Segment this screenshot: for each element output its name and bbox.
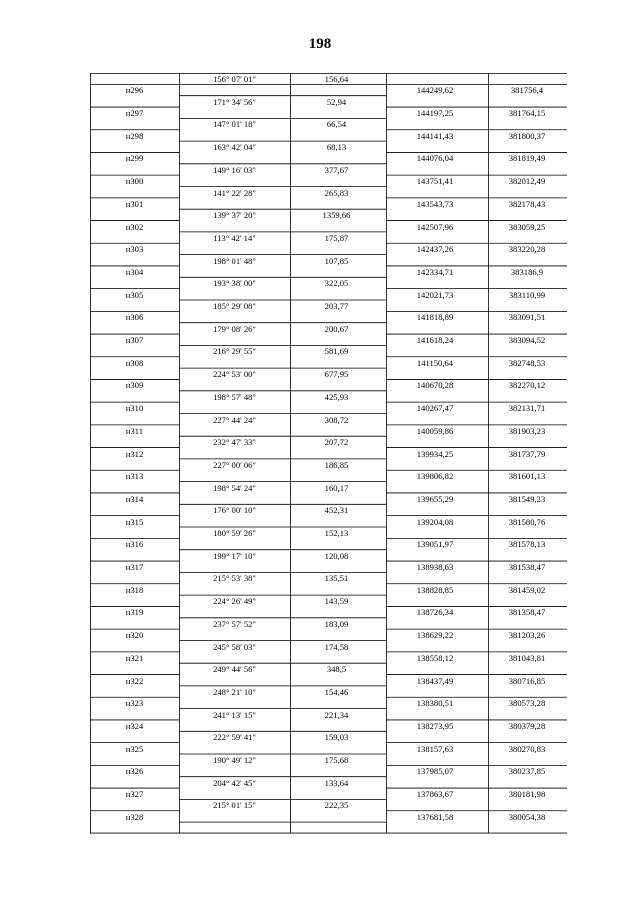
point-y-coordinate: 380054,38	[508, 811, 546, 822]
point-y-coordinate: 381043,81	[508, 652, 546, 663]
direction-angle: 245° 58' 03"	[213, 641, 256, 652]
point-x-coordinate: 144249,62	[416, 85, 454, 96]
direction-angle: 216° 29' 55"	[213, 346, 256, 357]
direction-angle: 149° 16' 03"	[213, 164, 256, 175]
point-id: н297	[125, 108, 144, 119]
point-y-coordinate: 383186,9	[510, 266, 544, 277]
point-x-coordinate: 137863,67	[416, 789, 454, 800]
point-y-coordinate: 381580,76	[508, 516, 546, 527]
point-id: н299	[125, 153, 144, 164]
point-id: н301	[125, 198, 144, 209]
point-x-coordinate: 143543,73	[416, 198, 454, 209]
direction-angle: 204° 42' 45"	[213, 777, 256, 788]
direction-angle: 215° 01' 15"	[213, 800, 256, 811]
direction-angle: 180° 59' 26"	[213, 528, 256, 538]
point-x-coordinate: 138558,12	[416, 652, 454, 663]
direction-angle: 198° 57' 48"	[213, 391, 256, 402]
point-id: н311	[125, 425, 144, 436]
segment-length: 222,35	[324, 800, 349, 811]
point-x-coordinate: 137681,58	[416, 811, 454, 822]
direction-angle: 227° 44' 24"	[213, 414, 256, 425]
point-y-coordinate: 381800,37	[508, 130, 546, 141]
direction-angle: 215° 53' 38"	[213, 573, 256, 584]
point-y-coordinate: 380716,85	[508, 675, 546, 686]
segment-length: 143,59	[324, 596, 349, 607]
segment-length: 308,72	[324, 414, 349, 425]
point-y-coordinate: 382270,12	[508, 380, 546, 391]
direction-angle: 193° 38' 00"	[213, 278, 256, 289]
point-id: н318	[125, 584, 144, 595]
point-id: н326	[125, 766, 144, 777]
point-id: н305	[125, 289, 144, 300]
point-x-coordinate: 144141,43	[416, 130, 454, 141]
segment-length: 175,87	[324, 232, 349, 243]
segment-length: 183,09	[324, 618, 349, 629]
point-x-coordinate: 139806,82	[416, 471, 454, 482]
point-id: н323	[125, 698, 144, 709]
point-id: н314	[125, 493, 144, 504]
point-y-coordinate: 380379,28	[508, 720, 546, 731]
direction-angle: 198° 01' 48"	[213, 255, 256, 266]
segment-length: 159,03	[324, 732, 349, 743]
direction-angle: 199° 17' 10"	[213, 550, 256, 561]
point-y-coordinate: 383220,28	[508, 244, 546, 255]
direction-angle: 198° 54' 24"	[213, 482, 256, 493]
direction-angle: 176° 00' 10"	[213, 505, 256, 516]
point-x-coordinate: 140670,28	[416, 380, 454, 391]
segment-length: 425,93	[324, 391, 349, 402]
point-id: н317	[125, 562, 144, 573]
point-id: н319	[125, 607, 144, 618]
page-number: 198	[308, 36, 332, 52]
point-x-coordinate: 139204,08	[416, 516, 454, 527]
point-y-coordinate: 381459,02	[508, 584, 546, 595]
point-x-coordinate: 138726,34	[416, 607, 454, 618]
segment-length: 221,34	[324, 709, 349, 720]
point-y-coordinate: 381358,47	[508, 607, 546, 618]
segment-length: 175,68	[324, 755, 349, 765]
point-id: н309	[125, 380, 144, 391]
segment-length: 152,13	[324, 528, 349, 538]
point-y-coordinate: 380573,28	[508, 698, 546, 709]
segment-length: 156,64	[324, 74, 349, 84]
segment-length: 265,83	[324, 187, 349, 198]
direction-angle: 222° 59' 41"	[213, 732, 256, 743]
direction-angle: 185° 29' 08"	[213, 301, 256, 311]
point-y-coordinate: 381601,13	[508, 471, 546, 482]
point-x-coordinate: 138157,63	[416, 743, 454, 754]
point-y-coordinate: 381756,4	[510, 85, 544, 96]
segment-length: 133,64	[324, 777, 349, 788]
point-id: н316	[125, 539, 144, 550]
point-y-coordinate: 380181,98	[508, 789, 546, 800]
point-x-coordinate: 138437,49	[416, 675, 454, 686]
point-id: н306	[125, 312, 144, 323]
segment-length: 207,72	[324, 437, 349, 448]
segment-length: 200,67	[324, 323, 349, 334]
point-x-coordinate: 140267,47	[416, 403, 454, 414]
point-id: н300	[125, 176, 144, 187]
point-x-coordinate: 141618,24	[416, 335, 454, 346]
segment-length: 52,94	[326, 96, 347, 107]
segment-length: 186,85	[324, 459, 349, 470]
point-x-coordinate: 138938,63	[416, 562, 454, 573]
point-y-coordinate: 383059,25	[508, 221, 546, 232]
point-y-coordinate: 381203,26	[508, 630, 546, 641]
direction-angle: 224° 26' 49"	[213, 596, 256, 607]
point-y-coordinate: 381578,13	[508, 539, 546, 550]
point-id: н296	[125, 85, 144, 96]
point-y-coordinate: 381819,49	[508, 153, 546, 164]
point-id: н310	[125, 403, 144, 414]
point-y-coordinate: 383094,52	[508, 335, 546, 346]
point-x-coordinate: 144197,25	[416, 108, 454, 119]
point-id: н303	[125, 244, 144, 255]
point-id: н304	[125, 266, 144, 277]
segment-length: 154,46	[324, 686, 349, 697]
point-y-coordinate: 383110,99	[508, 289, 546, 300]
point-x-coordinate: 141150,64	[416, 357, 454, 368]
direction-angle: 156° 07' 01"	[213, 74, 256, 84]
point-x-coordinate: 143751,41	[416, 176, 454, 187]
direction-angle: 241° 13' 15"	[213, 709, 256, 720]
point-y-coordinate: 380237,85	[508, 766, 546, 777]
direction-angle: 179° 08' 26"	[213, 323, 256, 334]
direction-angle: 227° 00' 06"	[213, 459, 256, 470]
point-id: н307	[125, 335, 144, 346]
point-id: н321	[125, 652, 144, 663]
segment-length: 1359,66	[322, 210, 351, 221]
point-x-coordinate: 137985,07	[416, 766, 454, 777]
point-x-coordinate: 142437,26	[416, 244, 454, 255]
segment-length: 160,17	[324, 482, 349, 493]
segment-length: 377,67	[324, 164, 349, 175]
point-id: н298	[125, 130, 144, 141]
point-x-coordinate: 140059,86	[416, 425, 454, 436]
point-x-coordinate: 138273,95	[416, 720, 454, 731]
point-id: н324	[125, 720, 144, 731]
segment-length: 107,85	[324, 255, 349, 266]
direction-angle: 171° 34' 56"	[213, 96, 256, 107]
point-x-coordinate: 139051,97	[416, 539, 454, 550]
point-x-coordinate: 142507,96	[416, 221, 454, 232]
segment-length: 581,69	[324, 346, 349, 357]
point-y-coordinate: 381903,23	[508, 425, 546, 436]
direction-angle: 141° 22' 28"	[213, 187, 256, 198]
point-y-coordinate: 382178,43	[508, 198, 546, 209]
point-y-coordinate: 382748,53	[508, 357, 546, 368]
segment-length: 348,5	[326, 664, 347, 675]
segment-length: 452,31	[324, 505, 349, 516]
point-x-coordinate: 142334,71	[416, 266, 454, 277]
point-x-coordinate: 139655,29	[416, 493, 454, 504]
direction-angle: 237° 57' 52"	[213, 618, 256, 629]
segment-length: 174,58	[324, 641, 349, 652]
point-id: н322	[125, 675, 144, 686]
point-id: н302	[125, 221, 144, 232]
direction-angle: 190° 49' 12"	[213, 755, 256, 765]
point-x-coordinate: 142021,73	[416, 289, 454, 300]
segment-length: 135,51	[324, 573, 349, 584]
point-x-coordinate: 138828,85	[416, 584, 454, 595]
point-y-coordinate: 382012,49	[508, 176, 546, 187]
point-id: н313	[125, 471, 144, 482]
point-y-coordinate: 381549,23	[508, 493, 546, 504]
direction-angle: 113° 42' 14"	[213, 232, 256, 243]
segment-length: 120,08	[324, 550, 349, 561]
point-x-coordinate: 139934,25	[416, 448, 454, 459]
point-y-coordinate: 381764,15	[508, 108, 546, 119]
point-x-coordinate: 141818,89	[416, 312, 454, 323]
direction-angle: 232° 47' 33"	[213, 437, 256, 448]
coordinates-table	[90, 73, 567, 844]
point-y-coordinate: 380270,83	[508, 743, 546, 754]
point-id: н308	[125, 357, 144, 368]
point-y-coordinate: 381538,47	[508, 562, 546, 573]
segment-length: 203,77	[324, 301, 349, 311]
point-id: н315	[125, 516, 144, 527]
direction-angle: 248° 21' 10"	[213, 686, 256, 697]
point-id: н325	[125, 743, 144, 754]
direction-angle: 249° 44' 56"	[213, 664, 256, 675]
point-id: н328	[125, 811, 144, 822]
segment-length: 68,13	[326, 142, 347, 153]
segment-length: 66,54	[326, 119, 347, 130]
point-x-coordinate: 144076,04	[416, 153, 454, 164]
point-x-coordinate: 138629,22	[416, 630, 454, 641]
direction-angle: 147° 01' 18"	[213, 119, 256, 130]
segment-length: 677,95	[324, 369, 349, 380]
point-y-coordinate: 382131,71	[508, 403, 546, 414]
direction-angle: 163° 42' 04"	[213, 142, 256, 153]
point-x-coordinate: 138380,51	[416, 698, 454, 709]
segment-length: 322,05	[324, 278, 349, 289]
point-y-coordinate: 383091,51	[508, 312, 546, 323]
point-id: н327	[125, 789, 144, 800]
point-id: н320	[125, 630, 144, 641]
direction-angle: 139° 37' 20"	[213, 210, 256, 221]
point-id: н312	[125, 448, 144, 459]
direction-angle: 224° 53' 00"	[213, 369, 256, 380]
point-y-coordinate: 381737,79	[508, 448, 546, 459]
